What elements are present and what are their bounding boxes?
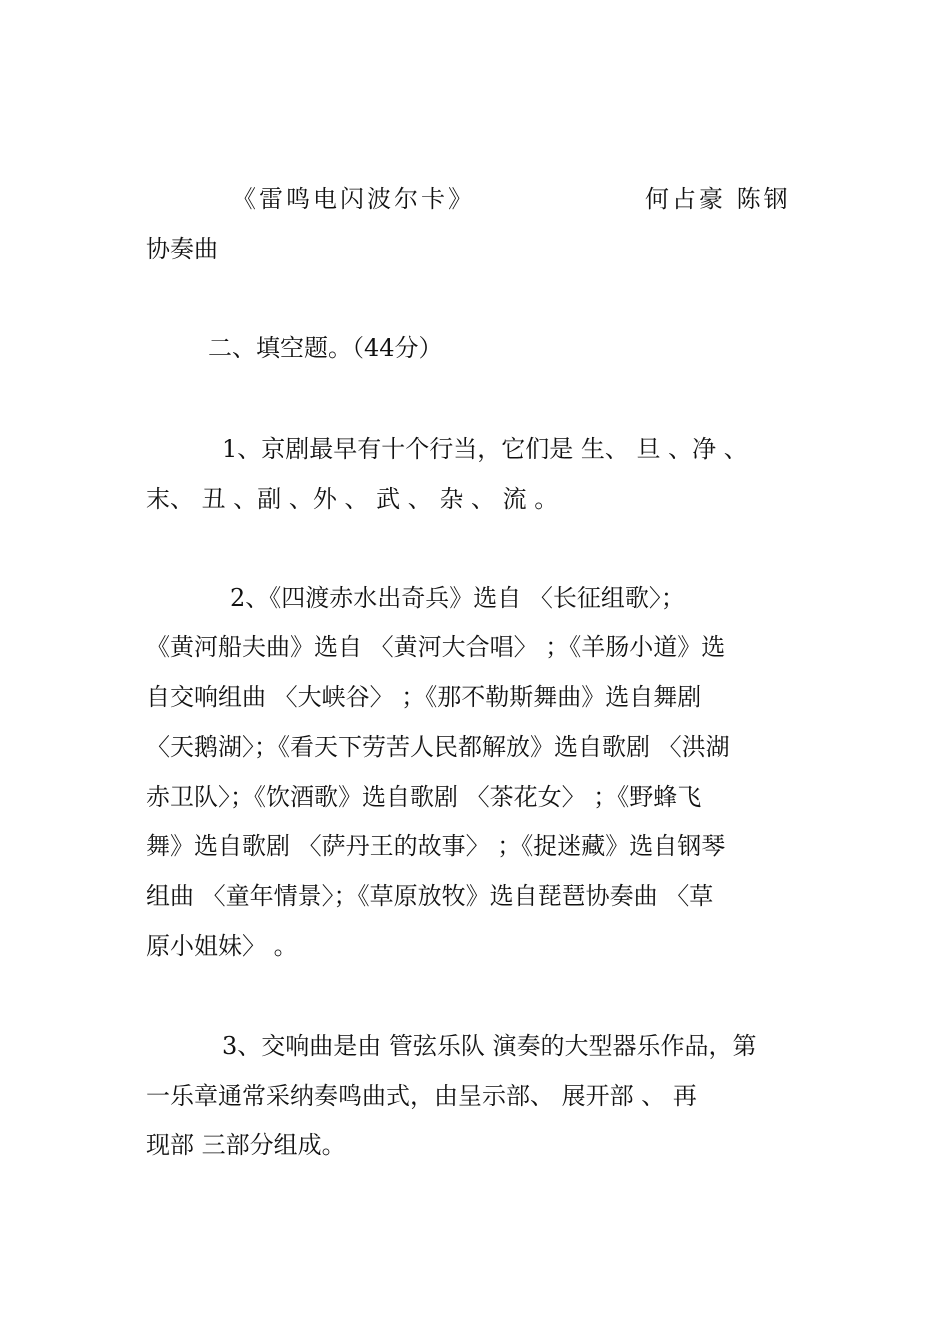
work-composers: 何占豪 陈钢 [645, 185, 791, 213]
work-genre: 协奏曲 [146, 235, 218, 263]
question-2-line-4: 〈天鹅湖〉；《看天下劳苦人民都解放》选自歌剧 〈洪湖 [146, 733, 730, 761]
question-1-line-1: 1、京剧最早有十个行当，它们是 生、 旦 、净 、 [222, 435, 748, 463]
section-heading: 二、填空题。（44分） [208, 334, 443, 362]
work-title: 《雷鸣电闪波尔卡》 [232, 185, 475, 213]
question-3-line-3: 现部 三部分组成。 [146, 1131, 346, 1159]
question-3-line-1: 3、交响曲是由 管弦乐队 演奏的大型器乐作品，第 [222, 1032, 757, 1060]
question-3-line-2: 一乐章通常采纳奏鸣曲式，由呈示部、 展开部 、 再 [146, 1082, 697, 1110]
question-2-line-7: 组曲 〈童年情景〉；《草原放牧》选自琵琶协奏曲 〈草 [146, 882, 714, 910]
question-2-line-8: 原小姐妹〉 。 [146, 932, 298, 960]
question-1-line-2: 末、 丑 、副 、外 、 武 、 杂 、 流 。 [146, 485, 559, 513]
question-2-line-3: 自交响组曲 〈大峡谷〉 ；《那不勒斯舞曲》选自舞剧 [146, 683, 702, 711]
question-2-line-1: 2、《四渡赤水出奇兵》选自 〈长征组歌〉； [230, 584, 685, 612]
question-2-line-5: 赤卫队〉；《饮酒歌》选自歌剧 〈茶花女〉 ；《野蜂飞 [146, 783, 702, 811]
question-2-line-6: 舞》选自歌剧 〈萨丹王的故事〉 ；《捉迷藏》选自钢琴 [146, 832, 726, 860]
question-2-line-2: 《黄河船夫曲》选自 〈黄河大合唱〉 ；《羊肠小道》选 [146, 633, 726, 661]
